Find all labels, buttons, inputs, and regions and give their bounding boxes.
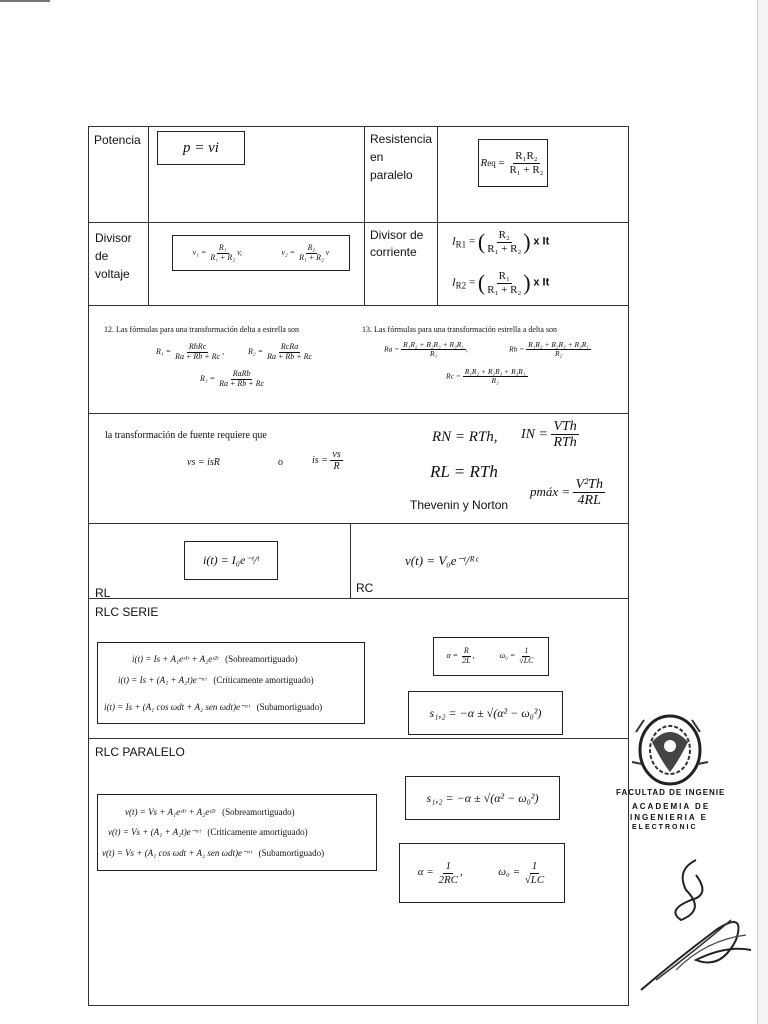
rl-thevenin-formula: RL = RTh — [430, 462, 498, 481]
handwritten-signature — [636, 850, 756, 1000]
row-divider — [88, 305, 629, 306]
v2-lhs: v₂ = — [281, 247, 296, 257]
ir1-den: R₁ + R₂ — [487, 242, 522, 255]
ir2-sub: R2 — [455, 280, 467, 291]
ir1-formula: $I_{R1}$ = ( $\frac{\text{R₂}}{\text{R₁ + R₂}}$ ) x It — [452, 229, 550, 255]
fuente-text: la transformación de fuente requiere que — [105, 430, 267, 441]
rlc-serie-alpha: α = $\frac{R}{2L}$ , — [446, 646, 475, 665]
rc-num: R₁R₂ + R₂R₃ + R₃R₁ — [464, 367, 526, 376]
rlc-serie-w0-num: 1 — [524, 646, 529, 656]
ra-formula: Ra = $\frac{\text{R₁R₂ + R₂R₃ + R₃R₁}}{\text{R₁}}$ , — [384, 340, 468, 359]
ra-den: R₁ — [429, 349, 438, 359]
scan-edge-line — [0, 0, 50, 2]
rlc-paralelo-eq1 — [125, 807, 295, 817]
col-divider — [148, 126, 149, 305]
in-den: RTh — [553, 435, 577, 451]
v1-lhs: v₁ = — [192, 247, 207, 257]
rb-num: R₁R₂ + R₂R₃ + R₃R₁ — [528, 340, 589, 349]
ir1-sub: R1 — [455, 239, 467, 250]
rlc-serie-alpha-num: R — [463, 646, 469, 656]
seal-text-line: INGENIERIA E — [630, 813, 708, 822]
divisor-voltaje-label-line: de — [95, 249, 109, 263]
rlc-serie-equations — [97, 642, 365, 724]
row-divider — [88, 598, 629, 599]
rlc-paralelo-equations — [97, 794, 377, 871]
resistencia-label — [370, 130, 432, 184]
in-lhs: IN = — [521, 427, 548, 443]
rlc-paralelo-eq1-note: (Sobreamortiguado) — [222, 807, 295, 817]
col-divider — [437, 126, 438, 305]
in-formula — [521, 419, 579, 451]
resistencia-label-line: en — [370, 150, 384, 164]
rlc-serie-eq1-note: (Sobreamortiguado) — [225, 654, 298, 664]
col-divider — [364, 126, 365, 305]
rl-label: RL — [95, 586, 111, 600]
rlc-serie-w0-den: √LC — [519, 656, 534, 665]
rc-formula — [446, 368, 528, 386]
rc-label: RC — [356, 581, 374, 595]
row-divider — [88, 413, 629, 414]
rlc-paralelo-eq2-note: (Críticamente amortiguado) — [207, 827, 308, 837]
in-num: VTh — [553, 419, 577, 434]
rb-lhs: Rb = — [509, 344, 525, 354]
divisor-voltaje-label — [95, 229, 132, 283]
resistencia-num: R₁R₂ — [515, 150, 538, 163]
potencia-label: Potencia — [94, 133, 141, 147]
v1-num: R₁ — [218, 242, 227, 252]
is-den: R — [333, 461, 340, 472]
rlc-paralelo-eq3 — [102, 848, 324, 859]
potencia-formula: p = vi — [157, 131, 245, 165]
resistencia-den: R₁ + R₂ — [509, 163, 544, 176]
rlc-paralelo-alpha-den: 2RC — [438, 873, 458, 886]
rb-formula — [509, 341, 591, 359]
pmax-den: 4RL — [577, 493, 601, 509]
rlc-serie-alpha-lhs: α = — [446, 651, 459, 661]
rb-den: R₂ — [554, 349, 563, 359]
divisor-corriente-label — [370, 227, 423, 261]
rlc-paralelo-s-formula: s₁,₂ = −α ± √(α² − ω₀²) — [405, 776, 560, 820]
rlc-paralelo-w0 — [498, 860, 546, 885]
rlc-paralelo-eq2 — [108, 827, 308, 838]
rlc-paralelo-w0-num: 1 — [531, 860, 538, 873]
resistencia-lhs-sub: eq — [487, 158, 496, 168]
r3-den: Ra + Rb + Rc — [219, 378, 265, 388]
rlc-paralelo-w0-den: √LC — [524, 873, 545, 886]
row-divider — [88, 222, 629, 223]
rc-lhs: Rc = — [446, 371, 461, 381]
faculty-seal-stamp — [616, 712, 726, 842]
v1-tail: v, — [237, 247, 243, 257]
is-num: vs — [332, 449, 341, 460]
ir2-den: R₁ + R₂ — [487, 283, 522, 296]
resistencia-label-line: paralelo — [370, 168, 413, 182]
r2-den: Ra + Rb + Rc — [267, 351, 313, 361]
rlc-serie-eq1 — [132, 654, 298, 664]
seal-text-line: ELECTRONIC — [632, 824, 698, 831]
rlc-serie-s-formula: s₁,₂ = −α ± √(α² − ω₀²) — [408, 691, 563, 735]
rlc-serie-eq2 — [118, 675, 314, 686]
rlc-paralelo-label: RLC PARALELO — [95, 745, 185, 759]
ir2-formula: $I_{R2}$ = ( $\frac{\text{R₁}}{\text{R₁ + R₂}}$ ) x It — [452, 270, 550, 296]
pmax-num: V²Th — [575, 477, 603, 492]
seal-text-line: ACADEMIA DE — [632, 802, 711, 811]
ir2-lhs: I — [452, 276, 456, 289]
col-divider — [350, 523, 351, 598]
thevenin-label: Thevenin y Norton — [410, 498, 509, 512]
resistencia-label-line: Resistencia — [370, 132, 433, 146]
resistencia-lhs: R — [480, 157, 488, 169]
row-divider — [88, 523, 629, 524]
rlc-serie-eq2-expr: i(t) = Is + (A₁ + A₂t)e⁻ᵅᵗ — [118, 675, 207, 685]
rc-time-formula: v(t) = V₀e⁻ᵗ/ᴿᶜ — [405, 553, 479, 568]
rlc-serie-label: RLC SERIE — [95, 605, 159, 619]
divisor-voltaje-label-line: voltaje — [95, 267, 130, 281]
r1-formula: R₁ = $\frac{\text{RbRc}}{Ra + Rb + Rc}$ , — [156, 342, 225, 361]
seal-text-line: FACULTAD DE INGENIE — [616, 788, 726, 797]
ir1-tail: x It — [533, 235, 550, 248]
rn-formula: RN = RTh, — [432, 429, 498, 445]
rlc-paralelo-eq3-expr: v(t) = Vs + (A₁ cos ωdt + A₂ sen ωdt)e⁻ᵅᵗ — [102, 848, 252, 858]
r2-lhs: R₂ = — [248, 347, 264, 357]
v2-formula — [281, 244, 329, 263]
rlc-serie-eq3 — [104, 702, 322, 713]
o-word: o — [278, 457, 283, 468]
v1-den: R₁ + R₂ — [210, 252, 236, 262]
ir2-tail: x It — [533, 276, 550, 289]
resistencia-formula: R eq = $\frac{\text{R₁R₂}}{\text{R₁ + R₂}}$ — [478, 139, 548, 187]
row-divider — [88, 738, 629, 739]
r3-num: RaRb — [232, 369, 251, 378]
rlc-paralelo-alpha: α = $\frac{1}{2RC}$ , — [417, 860, 463, 886]
r3-formula — [200, 370, 266, 389]
divisor-voltaje-label-line: Divisor — [95, 231, 132, 245]
r3-lhs: R₃ = — [200, 374, 216, 384]
rlc-serie-alpha-box — [433, 637, 549, 676]
rlc-serie-w0 — [499, 647, 535, 666]
rlc-serie-eq1-expr: i(t) = Is + A₁eˢ¹ᵗ + A₂eˢ²ᵗ — [132, 654, 219, 664]
rlc-paralelo-eq2-expr: v(t) = Vs + (A₁ + A₂t)e⁻ᵅᵗ — [108, 827, 201, 837]
v2-tail: v — [325, 247, 330, 257]
seal-emblem-icon — [622, 712, 712, 842]
is-lhs: is = — [312, 454, 328, 466]
ir2-num: R₁ — [498, 270, 510, 283]
rlc-paralelo-w0-lhs: ω₀ = — [498, 866, 520, 879]
pmax-formula — [530, 477, 605, 509]
rl-formula: i(t) = I₀e⁻ᵗ/ᵗ — [184, 541, 278, 580]
rlc-serie-eq2-note: (Críticamente amortiguado) — [213, 675, 314, 685]
divisor-voltaje-formula — [172, 235, 350, 271]
rlc-paralelo-alpha-box — [399, 843, 565, 903]
divisor-corriente-label-line: Divisor de — [370, 228, 424, 242]
rlc-serie-eq3-expr: i(t) = Is + (A₁ cos ωdt + A₂ sen ωdt)e⁻ᵅᵗ — [104, 702, 250, 712]
estrella-delta-title: 13. Las fórmulas para una transformación estrella a delta son — [362, 325, 558, 334]
r1-lhs: R₁ = — [156, 347, 172, 357]
ir1-lhs: I — [452, 235, 456, 248]
r1-num: RbRc — [188, 342, 207, 351]
rlc-serie-alpha-den: 2L — [462, 656, 471, 665]
rc-den: R₃ — [491, 376, 499, 386]
ra-lhs: Ra = — [384, 344, 400, 354]
v2-num: R₂ — [307, 242, 316, 252]
r2-num: RcRa — [280, 342, 299, 351]
v2-den: R₁ + R₂ — [299, 252, 324, 262]
rlc-paralelo-alpha-lhs: α = — [417, 866, 434, 879]
rlc-paralelo-eq3-note: (Subamortiguado) — [258, 848, 325, 858]
r2-formula — [248, 343, 314, 362]
ir1-num: R₂ — [498, 229, 510, 242]
divisor-corriente-label-line: corriente — [370, 245, 417, 259]
rlc-paralelo-eq1-expr: v(t) = Vs + A₁eˢ¹ᵗ + A₂eˢ²ᵗ — [125, 807, 216, 817]
is-formula — [312, 449, 343, 472]
delta-estrella-title: 12. Las fórmulas para una transformación delta a estrella son — [104, 325, 300, 334]
rlc-paralelo-alpha-num: 1 — [445, 860, 451, 873]
ra-num: R₁R₂ + R₂R₃ + R₃R₁ — [403, 340, 464, 349]
r1-den: Ra + Rb + Rc — [175, 351, 221, 361]
v1-formula — [193, 244, 242, 263]
rlc-serie-w0-lhs: ω₀ = — [499, 651, 516, 661]
rlc-serie-eq3-note: (Subamortiguado) — [256, 702, 323, 712]
pmax-lhs: pmáx = — [530, 483, 571, 499]
vs-formula: vs = isR — [187, 457, 220, 468]
